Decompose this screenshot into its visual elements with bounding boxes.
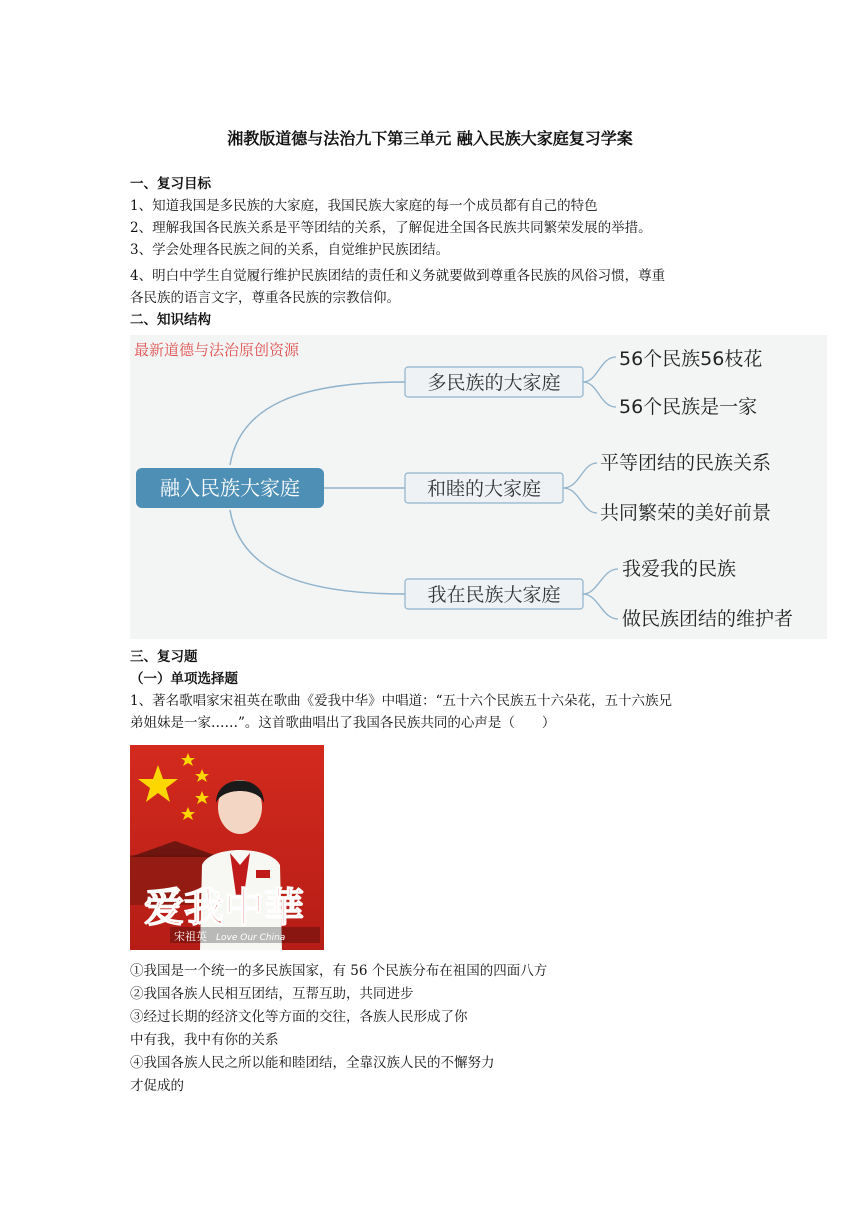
option-item-continued: 中有我，我中有你的关系 (130, 1032, 279, 1048)
page-title: 湘教版道德与法治九下第三单元 融入民族大家庭复习学案 (227, 129, 633, 148)
connector-line (583, 382, 616, 407)
option-item: ②我国各族人民相互团结，互帮互助，共同进步 (130, 986, 414, 1002)
mindmap-leaf-label: 做民族团结的维护者 (622, 608, 794, 630)
section3-subheading: （一）单项选择题 (130, 671, 238, 687)
mindmap-branch-label: 我在民族大家庭 (427, 584, 561, 606)
mindmap-leaf-label: 平等团结的民族关系 (600, 452, 772, 474)
goal-item: 2、理解我国各民族关系是平等团结的关系，了解促进全国各民族共同繁荣发展的举措。 (130, 220, 652, 236)
mindmap-root-label: 融入民族大家庭 (160, 476, 300, 500)
connector-line (583, 569, 618, 594)
goal-item: 4、明白中学生自觉履行维护民族团结的责任和义务就要做到尊重各民族的风俗习惯，尊重 (130, 268, 666, 284)
mindmap-leaf-label: 56个民族56枝花 (619, 348, 763, 370)
mindmap-canvas (130, 335, 827, 639)
mindmap-watermark: 最新道德与法治原创资源 (134, 341, 300, 359)
goal-item: 1、知道我国是多民族的大家庭，我国民族大家庭的每一个成员都有自己的特色 (130, 198, 598, 214)
album-title-text: 爱我中華 (144, 884, 304, 931)
option-item: ④我国各族人民之所以能和睦团结，全靠汉族人民的不懈努力 (130, 1055, 495, 1071)
section1-heading: 一、复习目标 (130, 176, 211, 192)
knowledge-mindmap (130, 335, 827, 639)
album-english-title: Love Our China (216, 933, 286, 943)
connector-line (563, 488, 597, 513)
mindmap-leaf-label: 共同繁荣的美好前景 (600, 502, 772, 524)
connector-line (563, 463, 597, 488)
mindmap-branch-label: 和睦的大家庭 (426, 478, 542, 500)
option-item: ③经过长期的经济文化等方面的交往，各族人民形成了你 (130, 1009, 468, 1025)
connector-line (583, 594, 618, 619)
goal-item: 3、学会处理各民族之间的关系，自觉维护民族团结。 (130, 242, 450, 258)
album-singer-name: 宋祖英 (174, 930, 207, 943)
album-cover-art (130, 745, 324, 950)
mindmap-leaf-label: 56个民族是一家 (619, 396, 758, 418)
connector-line (583, 357, 616, 382)
mindmap-leaf-label: 我爱我的民族 (622, 558, 737, 580)
question-text-continued: 弟姐妹是一家……”。这首歌曲唱出了我国各民族共同的心声是（ ） (130, 715, 556, 731)
connector-line (230, 510, 405, 594)
goal-item-continued: 各民族的语言文字，尊重各民族的宗教信仰。 (130, 290, 400, 306)
section3-heading: 三、复习题 (130, 649, 198, 665)
question-text: 1、著名歌唱家宋祖英在歌曲《爱我中华》中唱道：“五十六个民族五十六朵花，五十六族兄 (130, 693, 672, 709)
option-item: ①我国是一个统一的多民族国家，有 56 个民族分布在祖国的四面八方 (130, 963, 548, 979)
connector-line (230, 382, 405, 465)
section2-heading: 二、知识结构 (130, 312, 211, 328)
option-item-continued: 才促成的 (130, 1078, 184, 1094)
album-cover-image (130, 745, 324, 950)
mindmap-branch-label: 多民族的大家庭 (427, 372, 561, 394)
